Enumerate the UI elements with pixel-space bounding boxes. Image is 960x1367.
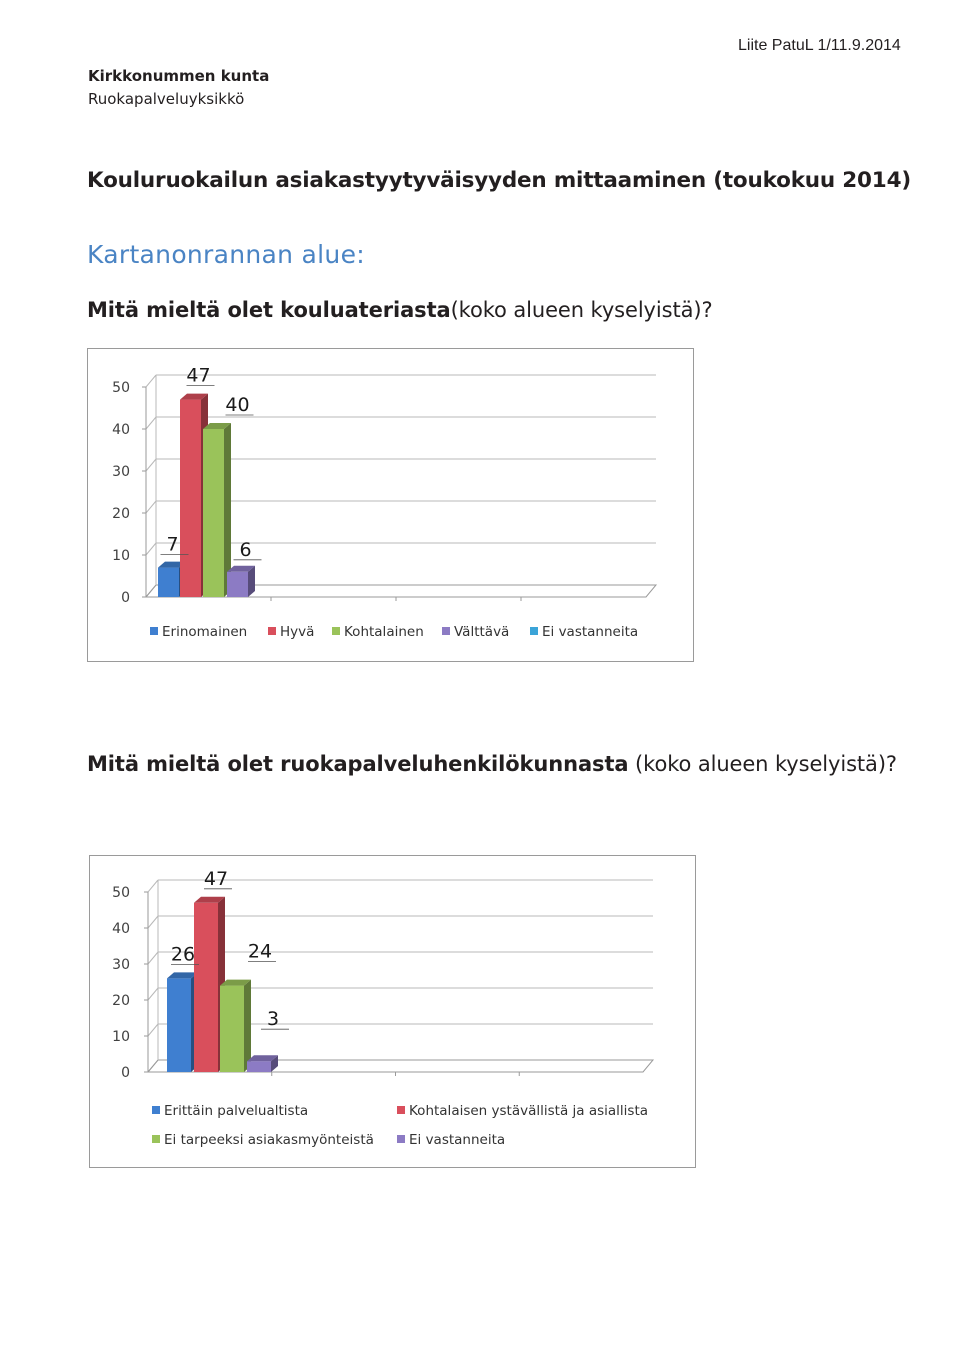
value-label: 24 [247, 940, 273, 963]
legend-entry [152, 1132, 374, 1148]
question-staff-bold: Mitä mieltä olet ruokapalveluhenkilökunnasta [87, 752, 629, 776]
legend-label: Ei vastanneita [409, 1132, 506, 1148]
bar-4 [247, 1055, 278, 1072]
value-label: 26 [170, 943, 196, 966]
legend-label: Erittäin palvelualtista [164, 1103, 309, 1119]
bars [158, 394, 255, 597]
legend-swatch [397, 1106, 405, 1114]
value-label: 47 [203, 867, 229, 890]
legend-label: Ei vastanneita [542, 624, 639, 640]
gridline-diagonal [146, 543, 156, 555]
gridline-diagonal [148, 988, 158, 1000]
bar-front [180, 400, 201, 597]
gridline-diagonal [146, 417, 156, 429]
legend-swatch [442, 627, 450, 635]
legend-swatch [152, 1106, 160, 1114]
value-label: 7 [166, 533, 179, 556]
chart-staff [89, 855, 696, 1168]
question-staff [87, 752, 897, 776]
legend-swatch [150, 627, 158, 635]
question-meals-normal: (koko alueen kyselyistä)? [450, 298, 713, 322]
legend-swatch [152, 1135, 160, 1143]
bar-front [227, 572, 248, 597]
y-tick-label: 50 [112, 885, 130, 901]
legend-entry [442, 624, 509, 640]
legend-label: Ei tarpeeksi asiakasmyönteistä [164, 1132, 374, 1148]
bar-front [158, 568, 179, 597]
legend [150, 624, 638, 640]
gridline-diagonal [148, 952, 158, 964]
legend-entry [397, 1103, 648, 1119]
bar-3 [203, 423, 231, 597]
document-reference: Liite PatuL 1/11.9.2014 [738, 37, 901, 54]
y-tick-label: 30 [112, 957, 130, 973]
legend [152, 1103, 648, 1148]
bar-front [167, 978, 191, 1072]
area-heading: Kartanonrannan alue: [87, 240, 365, 269]
y-tick-label: 40 [112, 422, 130, 438]
gridline-diagonal [146, 501, 156, 513]
bars [167, 897, 278, 1072]
gridline-diagonal [148, 1024, 158, 1036]
y-tick-label: 10 [112, 548, 130, 564]
legend-entry [397, 1132, 505, 1148]
legend-entry [150, 624, 247, 640]
bar-front [194, 903, 218, 1072]
legend-swatch [530, 627, 538, 635]
y-tick-label: 0 [121, 1065, 130, 1081]
legend-entry [332, 624, 424, 640]
legend-label: Välttävä [454, 624, 510, 640]
value-label: 47 [186, 364, 211, 387]
gridline-diagonal [148, 880, 158, 892]
legend-entry [268, 624, 314, 640]
gridline-diagonal [146, 375, 156, 387]
bar-3 [220, 980, 251, 1072]
chart-canvas [88, 349, 693, 661]
value-label: 3 [266, 1008, 280, 1031]
y-tick-label: 20 [112, 506, 130, 522]
document-title: Kouluruokailun asiakastyytyväisyyden mittaaminen (toukokuu 2014) [87, 168, 911, 193]
bar-front [220, 986, 244, 1072]
question-staff-normal: (koko alueen kyselyistä)? [628, 752, 897, 776]
value-label: 40 [225, 394, 250, 416]
y-tick-label: 30 [112, 464, 130, 480]
legend-label: Hyvä [280, 624, 315, 640]
bar-1 [167, 972, 198, 1072]
unit-name: Ruokapalveluyksikkö [88, 90, 245, 108]
gridline-diagonal [146, 459, 156, 471]
legend-swatch [268, 627, 276, 635]
legend-swatch [397, 1135, 405, 1143]
legend-swatch [332, 627, 340, 635]
y-tick-label: 20 [112, 993, 130, 1009]
legend-label: Erinomainen [162, 624, 248, 640]
y-tick-label: 50 [112, 380, 130, 396]
legend-label: Kohtalainen [344, 624, 424, 640]
bar-4 [227, 566, 255, 597]
question-meals-bold: Mitä mieltä olet kouluateriasta [87, 298, 451, 322]
bar-front [203, 429, 224, 597]
bar-front [247, 1061, 271, 1072]
chart-canvas [90, 856, 695, 1167]
y-tick-label: 10 [112, 1029, 130, 1045]
bar-side [244, 980, 251, 1072]
legend-label: Kohtalaisen ystävällistä ja asiallista [409, 1103, 649, 1119]
y-tick-label: 0 [121, 590, 130, 606]
value-label: 6 [239, 538, 252, 561]
question-meals [87, 298, 713, 322]
organization-name: Kirkkonummen kunta [88, 67, 270, 85]
gridline-diagonal [148, 916, 158, 928]
y-tick-label: 40 [112, 921, 130, 937]
chart-meals [87, 348, 694, 662]
legend-entry [152, 1103, 308, 1119]
legend-entry [530, 624, 638, 640]
